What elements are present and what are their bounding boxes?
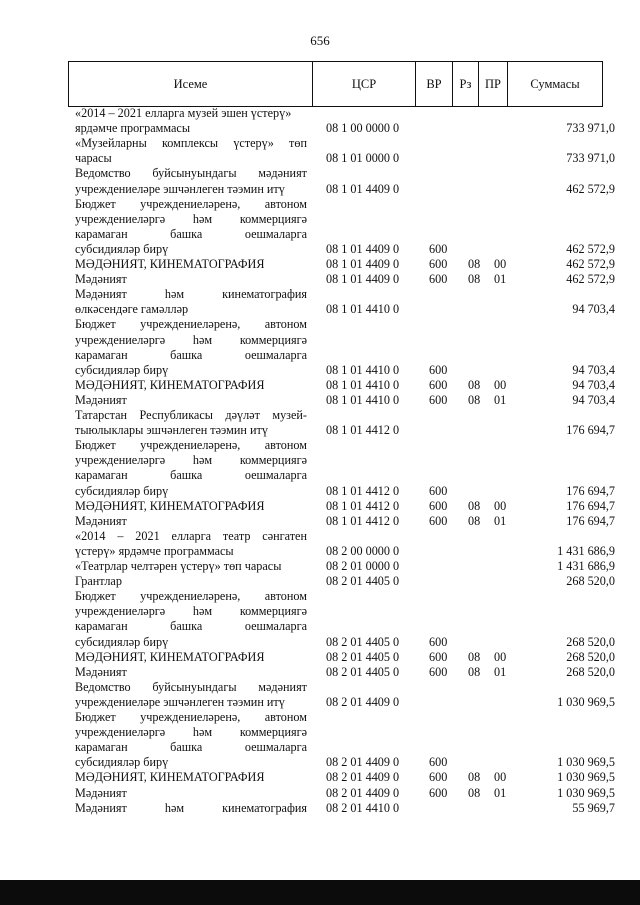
cell-name: Мәдәният — [75, 664, 127, 679]
cell-name: МӘДӘНИЯТ, КИНЕМАТОГРАФИЯ — [75, 498, 265, 513]
cell-sum: 94 703,4 — [572, 302, 615, 317]
cell-name: үстерү» ярдәмче программасы — [75, 543, 234, 558]
cell-csr: 08 2 01 4409 0 — [326, 785, 400, 800]
cell-csr: 08 1 01 4410 0 — [326, 302, 400, 317]
table-row — [0, 453, 640, 468]
header-csr: ЦСР — [313, 62, 416, 107]
table-row — [0, 529, 640, 544]
cell-name: субсидияләр бирү — [75, 755, 169, 770]
table-row — [0, 182, 640, 197]
cell-vr: 600 — [429, 513, 448, 528]
table-row — [0, 257, 640, 272]
page-number: 656 — [310, 33, 330, 48]
cell-csr: 08 1 01 4409 0 — [326, 181, 400, 196]
cell-name: учреждениеләргә һәм коммерциягә — [75, 604, 307, 619]
cell-name: Бюджет учреждениеләренә, автоном — [75, 438, 307, 453]
table-row — [0, 499, 640, 514]
table-row — [0, 272, 640, 287]
cell-csr: 08 1 01 4412 0 — [326, 498, 400, 513]
cell-pr: 00 — [494, 498, 507, 513]
cell-vr: 600 — [429, 649, 448, 664]
table-row — [0, 242, 640, 257]
cell-name: ярдәмче программасы — [75, 121, 191, 136]
cell-rz: 08 — [468, 272, 481, 287]
header-vr: ВР — [416, 62, 453, 107]
cell-csr: 08 1 01 4410 0 — [326, 377, 400, 392]
table-row — [0, 710, 640, 725]
cell-vr: 600 — [429, 634, 448, 649]
cell-name: «2014 – 2021 елларга музей эшен үстерү» — [75, 106, 292, 120]
cell-sum: 268 520,0 — [566, 574, 615, 589]
cell-sum: 1 030 969,5 — [557, 785, 615, 800]
cell-vr: 600 — [429, 785, 448, 800]
table-row — [0, 544, 640, 559]
cell-name: МӘДӘНИЯТ, КИНЕМАТОГРАФИЯ — [75, 770, 265, 785]
cell-name: учреждениеләргә һәм коммерциягә — [75, 453, 307, 468]
cell-name: учреждениеләре эшчәнлеген тәэмин итү — [75, 181, 285, 196]
cell-vr: 600 — [429, 755, 448, 770]
cell-pr: 01 — [494, 785, 507, 800]
cell-name: карамаган башка оешмаларга — [75, 226, 307, 241]
cell-sum: 176 694,7 — [566, 483, 615, 498]
cell-name: Мәдәният — [75, 272, 127, 287]
cell-sum: 1 030 969,5 — [557, 770, 615, 785]
cell-name: учреждениеләргә һәм коммерциягә — [75, 211, 307, 226]
cell-csr: 08 2 01 4405 0 — [326, 634, 400, 649]
cell-name: учреждениеләре эшчәнлеген тәэмин итү — [75, 694, 285, 709]
cell-sum: 176 694,7 — [566, 423, 615, 438]
cell-csr: 08 2 01 4409 0 — [326, 770, 400, 785]
table-row — [0, 438, 640, 453]
cell-name: Татарстан Республикасы дәүләт музей- — [75, 408, 307, 422]
cell-pr: 01 — [494, 272, 507, 287]
header-sum: Суммасы — [508, 62, 603, 107]
cell-sum: 94 703,4 — [572, 377, 615, 392]
table-row — [0, 136, 640, 151]
cell-vr: 600 — [429, 392, 448, 407]
cell-name: субсидияләр бирү — [75, 483, 169, 498]
cell-name: карамаган башка оешмаларга — [75, 619, 307, 634]
table-row — [0, 166, 640, 181]
table-row — [0, 665, 640, 680]
scan-bottom-bar — [0, 880, 640, 905]
cell-sum: 268 520,0 — [566, 634, 615, 649]
table-row — [0, 635, 640, 650]
table-row — [0, 695, 640, 710]
cell-csr: 08 1 01 4410 0 — [326, 362, 400, 377]
header-rz: Рз — [453, 62, 479, 107]
table-row — [0, 408, 640, 423]
cell-name: учреждениеләргә һәм коммерциягә — [75, 332, 307, 347]
cell-csr: 08 1 01 4410 0 — [326, 392, 400, 407]
cell-name: Мәдәният һәм кинематография — [75, 800, 307, 815]
cell-csr: 08 1 01 4412 0 — [326, 483, 400, 498]
cell-name: Бюджет учреждениеләренә, автоном — [75, 317, 307, 332]
table-row — [0, 740, 640, 755]
table-row — [0, 212, 640, 227]
cell-name: Мәдәният һәм кинематография — [75, 287, 307, 302]
cell-sum: 268 520,0 — [566, 649, 615, 664]
cell-sum: 1 431 686,9 — [557, 559, 615, 573]
cell-csr: 08 1 01 4409 0 — [326, 272, 400, 287]
cell-csr: 08 2 01 4409 0 — [326, 755, 400, 770]
cell-vr: 600 — [429, 257, 448, 271]
table-row — [0, 151, 640, 166]
cell-sum: 733 971,0 — [566, 151, 615, 166]
cell-name: МӘДӘНИЯТ, КИНЕМАТОГРАФИЯ — [75, 649, 265, 664]
cell-sum: 733 971,0 — [566, 121, 615, 136]
cell-name: Мәдәният — [75, 785, 127, 800]
cell-vr: 600 — [429, 664, 448, 679]
cell-sum: 462 572,9 — [566, 241, 615, 256]
table-row — [0, 393, 640, 408]
cell-csr: 08 2 01 4410 0 — [326, 800, 400, 815]
cell-name: чарасы — [75, 151, 112, 166]
cell-vr: 600 — [429, 241, 448, 256]
table-row — [0, 574, 640, 589]
cell-name: МӘДӘНИЯТ, КИНЕМАТОГРАФИЯ — [75, 377, 265, 392]
cell-pr: 01 — [494, 392, 507, 407]
cell-csr: 08 2 01 4405 0 — [326, 664, 400, 679]
table-row — [0, 786, 640, 801]
table-row — [0, 317, 640, 332]
cell-sum: 55 969,7 — [572, 800, 615, 815]
header-pr: ПР — [479, 62, 508, 107]
table-row — [0, 227, 640, 242]
table-row — [0, 680, 640, 695]
cell-csr: 08 2 00 0000 0 — [326, 543, 400, 558]
header-name: Исеме — [69, 62, 313, 107]
cell-name: өлкәсендәге гамәлләр — [75, 302, 189, 317]
cell-name: учреждениеләргә һәм коммерциягә — [75, 725, 307, 740]
cell-name: тыюлыклары эшчәнлеген тәэмин итү — [75, 423, 268, 438]
table-row — [0, 106, 640, 121]
table-row — [0, 287, 640, 302]
cell-pr: 00 — [494, 649, 507, 664]
cell-csr: 08 2 01 0000 0 — [326, 559, 400, 573]
cell-sum: 176 694,7 — [566, 513, 615, 528]
table-row — [0, 514, 640, 529]
cell-name: Бюджет учреждениеләренә, автоном — [75, 589, 307, 604]
cell-vr: 600 — [429, 272, 448, 287]
cell-sum: 268 520,0 — [566, 664, 615, 679]
cell-csr: 08 1 01 4409 0 — [326, 241, 400, 256]
table-row — [0, 363, 640, 378]
table-row — [0, 801, 640, 816]
cell-rz: 08 — [468, 377, 481, 392]
cell-name: Ведомство буйсынуындагы мәдәният — [75, 166, 307, 181]
cell-rz: 08 — [468, 498, 481, 513]
table-row — [0, 348, 640, 363]
cell-name: карамаган башка оешмаларга — [75, 468, 307, 483]
cell-rz: 08 — [468, 649, 481, 664]
cell-vr: 600 — [429, 770, 448, 785]
cell-sum: 1 431 686,9 — [557, 543, 615, 558]
cell-name: карамаган башка оешмаларга — [75, 347, 307, 362]
cell-name: «Театрлар челтәрен үстерү» төп чарасы — [75, 559, 282, 573]
cell-csr: 08 1 01 4409 0 — [326, 257, 400, 271]
cell-csr: 08 1 01 4412 0 — [326, 423, 400, 438]
cell-rz: 08 — [468, 257, 481, 271]
cell-name: Ведомство буйсынуындагы мәдәният — [75, 679, 307, 694]
cell-sum: 462 572,9 — [566, 272, 615, 287]
cell-csr: 08 2 01 4405 0 — [326, 649, 400, 664]
cell-sum: 462 572,9 — [566, 181, 615, 196]
table-row — [0, 725, 640, 740]
cell-sum: 94 703,4 — [572, 392, 615, 407]
cell-sum: 462 572,9 — [566, 257, 615, 271]
table-header — [68, 61, 603, 107]
cell-name: Мәдәният — [75, 392, 127, 407]
cell-rz: 08 — [468, 664, 481, 679]
cell-name: субсидияләр бирү — [75, 634, 169, 649]
cell-name: МӘДӘНИЯТ, КИНЕМАТОГРАФИЯ — [75, 257, 265, 271]
cell-sum: 176 694,7 — [566, 498, 615, 513]
table-row — [0, 468, 640, 483]
cell-name: Мәдәният — [75, 513, 127, 528]
cell-name: субсидияләр бирү — [75, 241, 169, 256]
cell-pr: 00 — [494, 770, 507, 785]
cell-vr: 600 — [429, 483, 448, 498]
cell-pr: 00 — [494, 257, 507, 271]
table-row — [0, 333, 640, 348]
cell-name: «2014 – 2021 елларга театр сәнгатен — [75, 528, 307, 543]
table-row — [0, 121, 640, 136]
cell-name: Бюджет учреждениеләренә, автоном — [75, 710, 307, 724]
cell-rz: 08 — [468, 392, 481, 407]
cell-csr: 08 1 00 0000 0 — [326, 121, 400, 136]
table-row — [0, 378, 640, 393]
cell-name: субсидияләр бирү — [75, 362, 169, 377]
table-row — [0, 650, 640, 665]
table-row — [0, 755, 640, 770]
cell-csr: 08 2 01 4405 0 — [326, 574, 400, 589]
cell-pr: 01 — [494, 513, 507, 528]
cell-vr: 600 — [429, 362, 448, 377]
cell-csr: 08 1 01 4412 0 — [326, 513, 400, 528]
cell-vr: 600 — [429, 498, 448, 513]
cell-name: Бюджет учреждениеләренә, автоном — [75, 196, 307, 211]
table-row — [0, 302, 640, 317]
cell-sum: 1 030 969,5 — [557, 694, 615, 709]
table-row — [0, 770, 640, 785]
table-row — [0, 484, 640, 499]
table-row — [0, 604, 640, 619]
cell-rz: 08 — [468, 770, 481, 785]
cell-rz: 08 — [468, 513, 481, 528]
cell-name: Грантлар — [75, 574, 122, 589]
cell-name: «Музейларны комплексы үстерү» төп — [75, 136, 307, 151]
cell-sum: 1 030 969,5 — [557, 755, 615, 770]
cell-csr: 08 1 01 0000 0 — [326, 151, 400, 166]
cell-csr: 08 2 01 4409 0 — [326, 694, 400, 709]
table-row — [0, 423, 640, 438]
table-row — [0, 619, 640, 634]
cell-pr: 00 — [494, 377, 507, 392]
cell-vr: 600 — [429, 377, 448, 392]
table-row — [0, 197, 640, 212]
cell-sum: 94 703,4 — [572, 362, 615, 377]
cell-pr: 01 — [494, 664, 507, 679]
cell-rz: 08 — [468, 785, 481, 800]
table-row — [0, 589, 640, 604]
cell-name: карамаган башка оешмаларга — [75, 740, 307, 755]
table-row — [0, 559, 640, 574]
